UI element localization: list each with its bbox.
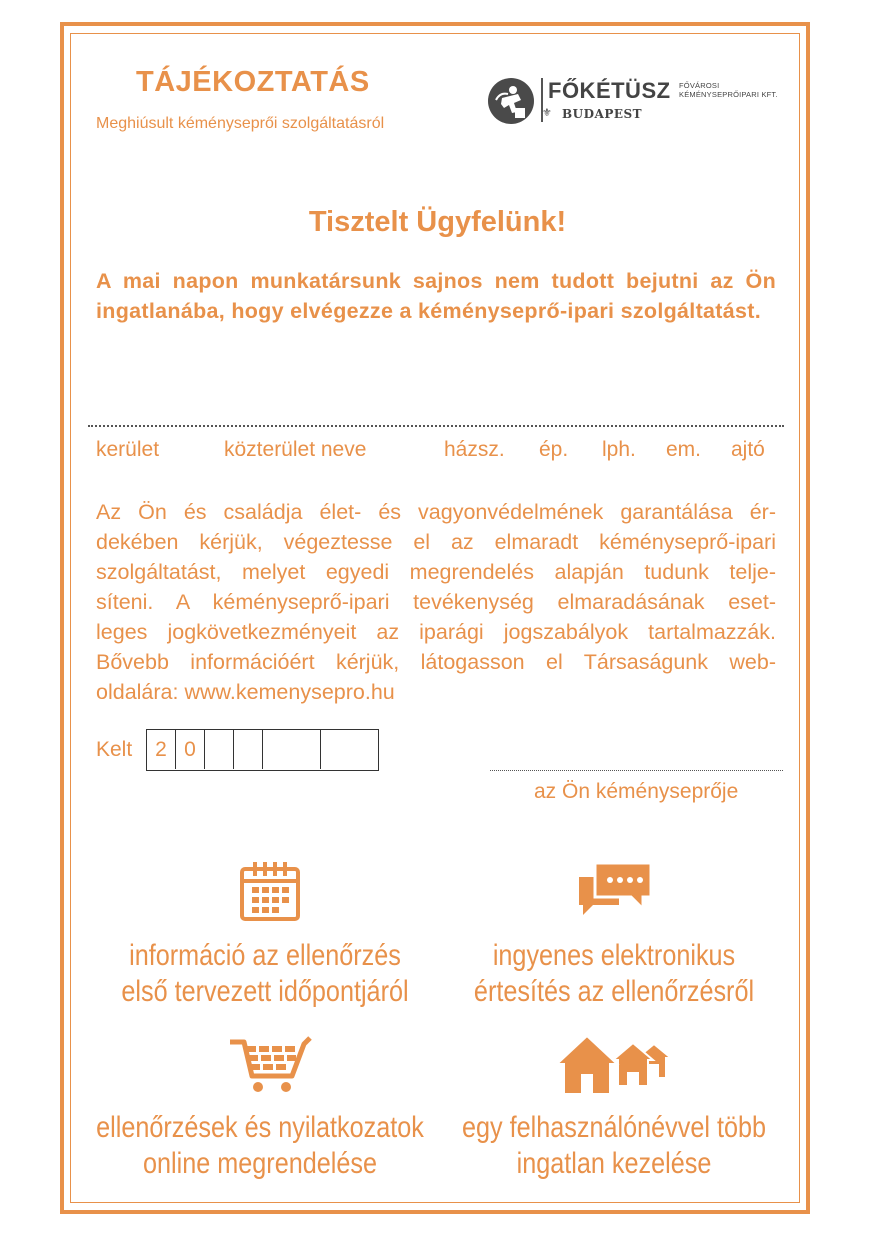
date-digit-box bbox=[234, 730, 263, 769]
feature-electronic-notification bbox=[446, 938, 782, 1010]
feature-line: első tervezett időpontjáról bbox=[121, 975, 409, 1008]
signature-label: az Ön kéményseprője bbox=[534, 780, 739, 803]
body-line: Bővebb információért kérjük, látogasson el Társaságunk web- bbox=[96, 650, 776, 674]
houses-icon bbox=[557, 1034, 671, 1094]
feature-line: ellenőrzések és nyilatkozatok bbox=[96, 1111, 424, 1144]
logo-description bbox=[679, 81, 778, 99]
address-label-district: kerület bbox=[96, 438, 160, 461]
feature-multi-property-management bbox=[446, 1110, 782, 1182]
date-month-box bbox=[263, 730, 321, 769]
logo-name: FŐKÉTÜSZ bbox=[548, 78, 671, 103]
body-line-website: oldalára: www.kemenysepro.hu bbox=[96, 680, 395, 704]
body-line: dekében kérjük, végeztesse el az elmaradt kéményseprő-ipari bbox=[96, 530, 776, 554]
address-label-floor: em. bbox=[666, 438, 702, 461]
feature-online-ordering bbox=[92, 1110, 428, 1182]
chimney-sweep-logo-icon bbox=[488, 78, 534, 124]
feature-line: információ az ellenőrzés bbox=[129, 939, 401, 972]
address-label-staircase: lph. bbox=[602, 438, 636, 461]
logo-city: BUDAPEST bbox=[562, 107, 643, 121]
feature-line: egy felhasználónévvel több bbox=[461, 1111, 767, 1144]
notice-title: TÁJÉKOZTATÁS bbox=[136, 66, 370, 98]
logo-desc-line1: FŐVÁROSI bbox=[679, 81, 720, 90]
feature-line: online megrendelése bbox=[143, 1147, 377, 1180]
body-line: szolgáltatást, melyet egyedi megrendelés alapján tudunk telje- bbox=[96, 560, 776, 584]
date-digit-box bbox=[205, 730, 234, 769]
intro-paragraph: A mai napon munkatársunk sajnos nem tudott bejutni az Ön ingatlanába, hogy elvégezze a kéményseprő-ipari szolgáltatást. bbox=[96, 269, 776, 323]
date-day-box bbox=[321, 730, 378, 769]
address-label-street: közterület neve bbox=[224, 438, 367, 461]
shopping-cart-icon bbox=[228, 1032, 312, 1094]
address-label-door: ajtó bbox=[731, 438, 765, 461]
address-label-house-number: házsz. bbox=[444, 438, 505, 461]
date-digit-box: 0 bbox=[176, 730, 205, 769]
date-label: Kelt bbox=[96, 738, 133, 761]
feature-line: értesítés az ellenőrzésről bbox=[473, 975, 755, 1008]
date-boxes bbox=[146, 729, 379, 771]
address-dotted-line bbox=[88, 425, 784, 427]
date-digit-box: 2 bbox=[147, 730, 176, 769]
company-logo bbox=[488, 76, 788, 126]
feature-schedule-info bbox=[97, 938, 433, 1010]
address-label-building: ép. bbox=[539, 438, 569, 461]
body-line: síteni. A kéményseprő-ipari tevékenység elmaradásának eset- bbox=[96, 590, 776, 614]
body-line: leges jogkövetkezményeit az iparági jogszabályok tartalmazzák. bbox=[96, 620, 776, 644]
signature-line bbox=[490, 770, 783, 771]
feature-line: ingyenes elektronikus bbox=[492, 939, 736, 972]
crest-icon: ⚜ bbox=[542, 107, 552, 119]
logo-desc-line2: KÉMÉNYSEPRŐIPARI KFT. bbox=[679, 90, 778, 99]
chat-bubbles-icon bbox=[577, 861, 653, 923]
body-line: Az Ön és családja élet- és vagyonvédelmének garantálása ér- bbox=[96, 500, 776, 524]
calendar-icon bbox=[240, 861, 300, 921]
body-paragraph bbox=[96, 497, 776, 707]
feature-line: ingatlan kezelése bbox=[516, 1147, 712, 1180]
greeting: Tisztelt Ügyfelünk! bbox=[308, 206, 567, 238]
notice-subtitle: Meghiúsult kéményseprői szolgáltatásról bbox=[96, 115, 385, 132]
